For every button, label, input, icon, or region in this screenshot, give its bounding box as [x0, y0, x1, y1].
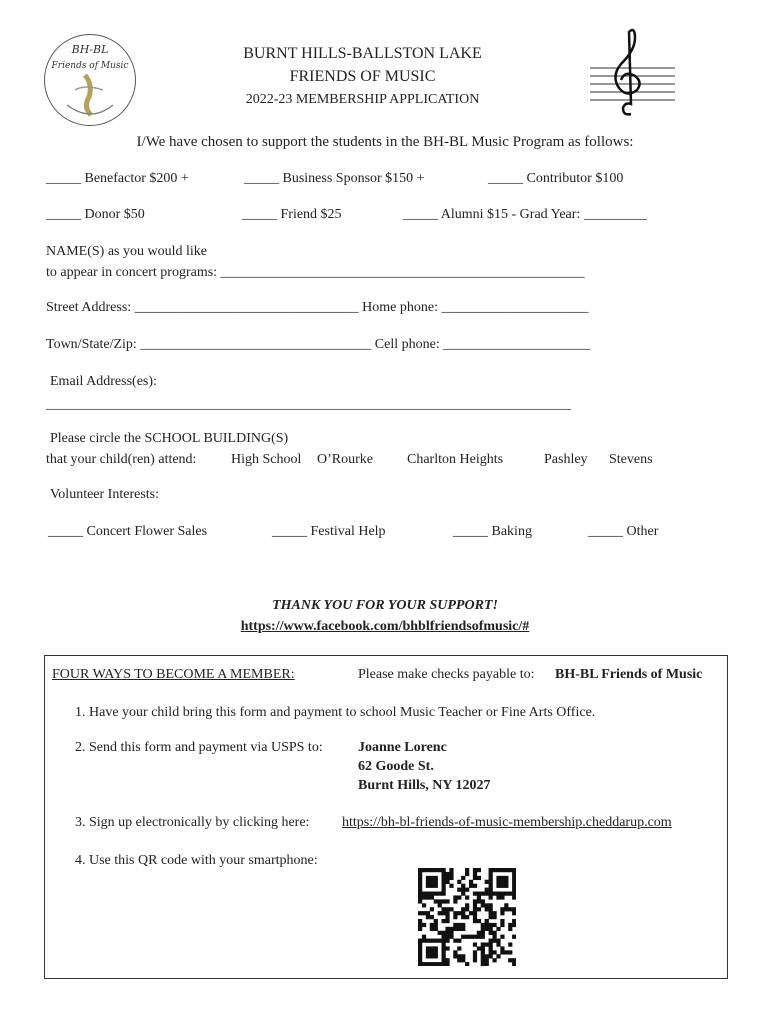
- level-business-sponsor[interactable]: _____ Business Sponsor $150 +: [244, 171, 425, 186]
- signup-link[interactable]: https://bh-bl-friends-of-music-membership.cheddarup.com: [342, 815, 672, 830]
- school-option-stevens[interactable]: Stevens: [609, 452, 653, 467]
- names-label-line-1: NAME(S) as you would like: [46, 244, 207, 259]
- payable-label: Please make checks payable to:: [358, 667, 535, 682]
- treble-clef-icon: [585, 24, 680, 119]
- logo-text-2: Friends of Music: [51, 61, 129, 71]
- level-alumni[interactable]: _____ Alumni $15 - Grad Year: _________: [403, 207, 647, 222]
- street-address-field[interactable]: Street Address: ________________________________ Home phone: _____________________: [46, 300, 589, 315]
- school-option-pashley[interactable]: Pashley: [544, 452, 588, 467]
- logo-text-1: BH-BL: [71, 43, 109, 56]
- page-subtitle: 2022-23 MEMBERSHIP APPLICATION: [245, 92, 480, 107]
- thank-you-text: THANK YOU FOR YOUR SUPPORT!: [272, 598, 498, 613]
- volunteer-festival-help[interactable]: _____ Festival Help: [272, 524, 386, 539]
- step-3: 3. Sign up electronically by clicking here:: [75, 815, 310, 830]
- school-option-charlton-heights[interactable]: Charlton Heights: [407, 452, 504, 467]
- school-label-line-2: that your child(ren) attend:: [46, 452, 197, 467]
- volunteer-baking[interactable]: _____ Baking: [453, 524, 532, 539]
- facebook-link[interactable]: https://www.facebook.com/bhblfriendsofmusic/#: [240, 619, 530, 634]
- intro-text: I/We have chosen to support the students in the BH-BL Music Program as follows:: [136, 134, 634, 150]
- step-4: 4. Use this QR code with your smartphone:: [75, 853, 318, 868]
- level-contributor[interactable]: _____ Contributor $100: [488, 171, 624, 186]
- volunteer-label: Volunteer Interests:: [50, 487, 159, 502]
- payable-name: BH-BL Friends of Music: [555, 667, 703, 682]
- org-title-line-1: BURNT HILLS-BALLSTON LAKE: [243, 45, 482, 62]
- address-line-3: Burnt Hills, NY 12027: [358, 778, 491, 793]
- step-2: 2. Send this form and payment via USPS to:: [75, 740, 323, 755]
- volunteer-flower-sales[interactable]: _____ Concert Flower Sales: [48, 524, 208, 539]
- level-donor[interactable]: _____ Donor $50: [46, 207, 145, 222]
- volunteer-other[interactable]: _____ Other: [588, 524, 659, 539]
- box-heading: FOUR WAYS TO BECOME A MEMBER:: [52, 667, 295, 682]
- email-label: Email Address(es):: [50, 374, 157, 389]
- town-field[interactable]: Town/State/Zip: _________________________________ Cell phone: _____________________: [46, 337, 591, 352]
- email-field[interactable]: ___________________________________________________________________________: [46, 397, 571, 412]
- address-line-1: Joanne Lorenc: [358, 740, 447, 755]
- qr-code[interactable]: [418, 868, 516, 966]
- school-option-orourke[interactable]: O’Rourke: [317, 452, 373, 467]
- level-friend[interactable]: _____ Friend $25: [242, 207, 342, 222]
- level-benefactor[interactable]: _____ Benefactor $200 +: [46, 171, 189, 186]
- names-field[interactable]: to appear in concert programs: ____________________________________________________: [46, 265, 585, 280]
- school-label-line-1: Please circle the SCHOOL BUILDING(S): [50, 431, 289, 446]
- address-line-2: 62 Goode St.: [358, 759, 434, 774]
- step-1: 1. Have your child bring this form and payment to school Music Teacher or Fine Arts Office.: [75, 705, 596, 720]
- school-option-high-school[interactable]: High School: [231, 452, 302, 467]
- org-title-line-2: FRIENDS OF MUSIC: [289, 68, 436, 85]
